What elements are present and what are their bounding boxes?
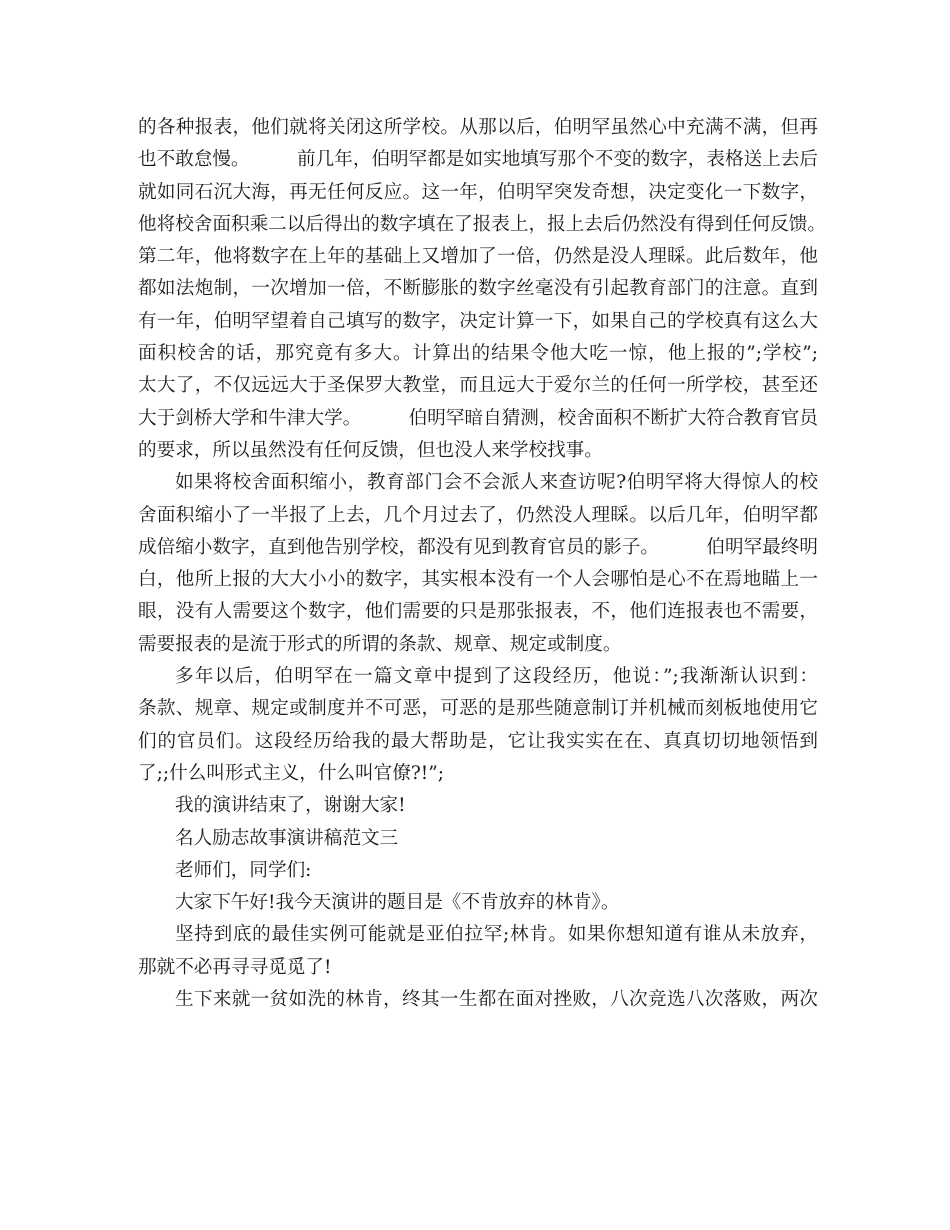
text-line: 面积校舍的话，那究竟有多大。计算出的结果令他大吃一惊，他上报的”;学校”; (138, 343, 818, 365)
text-line: 成倍缩小数字，直到他告别学校，都没有见到教育官员的影子。 伯明罕最终明 (138, 536, 818, 558)
text-line: 太大了，不仅远远大于圣保罗大教堂，而且远大于爱尔兰的任何一所学校，甚至还 (138, 375, 818, 397)
text-line: 生下来就一贫如洗的林肯，终其一生都在面对挫败，八次竞选八次落败，两次 (175, 989, 818, 1011)
text-line: 第二年，他将数字在上年的基础上又增加了一倍，仍然是没人理睬。此后数年，他 (138, 246, 818, 268)
body-text (138, 112, 826, 1016)
text-line: 那就不必再寻寻觅觅了! (138, 956, 332, 978)
text-line: 眼，没有人需要这个数字，他们需要的只是那张报表，不，他们连报表也不需要， (138, 601, 818, 623)
text-line: 需要报表的是流于形式的所谓的条款、规章、规定或制度。 (138, 633, 622, 655)
text-line: 名人励志故事演讲稿范文三 (175, 827, 399, 849)
text-line: 舍面积缩小了一半报了上去，几个月过去了，仍然没人理睬。以后几年，伯明罕都 (138, 504, 818, 526)
text-line: 有一年，伯明罕望着自己填写的数字，决定计算一下，如果自己的学校真有这么大 (138, 310, 818, 332)
text-line: 我的演讲结束了，谢谢大家! (175, 795, 406, 817)
text-line: 条款、规章、规定或制度并不可恶，可恶的是那些随意制订并机械而刻板地使用它 (138, 698, 818, 720)
text-line: 老师们，同学们: (175, 859, 312, 881)
text-line: 的各种报表，他们就将关闭这所学校。从那以后，伯明罕虽然心中充满不满，但再 (138, 117, 818, 138)
text-line: 了;;什么叫形式主义，什么叫官僚?!”; (138, 762, 445, 784)
text-line: 坚持到底的最佳实例可能就是亚伯拉罕;林肯。如果你想知道有谁从未放弃， (175, 924, 818, 946)
text-line: 就如同石沉大海，再无任何反应。这一年，伯明罕突发奇想，决定变化一下数字， (138, 181, 818, 203)
text-line: 的要求，所以虽然没有任何反馈，但也没人来学校找事。 (138, 439, 603, 461)
text-line: 他将校舍面积乘二以后得出的数字填在了报表上，报上去后仍然没有得到任何反馈。 (138, 213, 826, 235)
text-line: 们的官员们。这段经历给我的最大帮助是，它让我实实在在、真真切切地领悟到 (138, 730, 818, 752)
text-line: 大家下午好!我今天演讲的题目是《不肯放弃的林肯》。 (175, 892, 620, 914)
text-line: 都如法炮制，一次增加一倍，不断膨胀的数字丝毫没有引起教育部门的注意。直到 (138, 278, 818, 300)
text-line: 大于剑桥大学和牛津大学。 伯明罕暗自猜测，校舍面积不断扩大符合教育官员 (138, 407, 818, 429)
text-line: 多年以后，伯明罕在一篇文章中提到了这段经历，他说：”;我渐渐认识到： (175, 666, 818, 688)
text-line: 也不敢怠慢。 前几年，伯明罕都是如实地填写那个不变的数字，表格送上去后 (138, 149, 818, 171)
text-line: 如果将校舍面积缩小，教育部门会不会派人来查访呢?伯明罕将大得惊人的校 (175, 472, 818, 494)
text-line: 白，他所上报的大大小小的数字，其实根本没有一个人会哪怕是心不在焉地瞄上一 (138, 569, 818, 591)
